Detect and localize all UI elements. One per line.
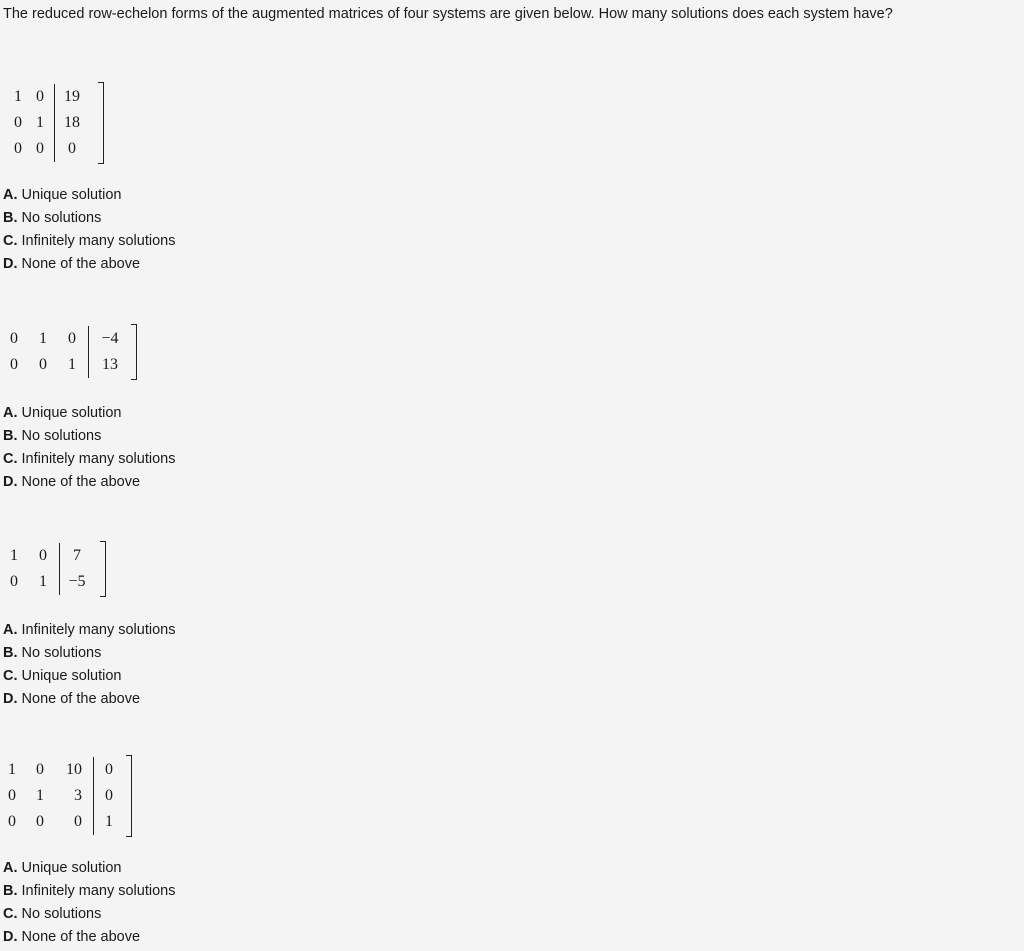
matrix-cell: 0 [94, 783, 125, 809]
matrix-cell: 3 [74, 787, 82, 804]
option-text: Unique solution [21, 860, 122, 876]
matrix-cell: 0 [10, 573, 18, 590]
matrix-cell: 1 [10, 547, 18, 564]
option-letter: C. [3, 233, 18, 249]
matrix-cell: 0 [10, 356, 18, 373]
matrix-cell: 19 [55, 84, 90, 110]
option-text: Unique solution [21, 187, 122, 203]
option-d[interactable] [3, 688, 175, 711]
matrix-cell: 0 [36, 88, 44, 105]
option-a[interactable] [3, 184, 175, 207]
option-letter: D. [3, 691, 18, 707]
option-text: None of the above [21, 474, 141, 490]
problem-1 [0, 84, 175, 276]
matrix-row [0, 136, 89, 162]
option-a[interactable] [3, 619, 175, 642]
option-text: Unique solution [21, 668, 122, 684]
option-letter: A. [3, 622, 18, 638]
matrix-cell: 0 [39, 547, 47, 564]
option-text: None of the above [21, 256, 141, 272]
option-a[interactable] [3, 857, 175, 880]
matrix-cell: −5 [60, 569, 95, 595]
matrix-cell: 0 [10, 330, 18, 347]
matrix-cell: 0 [36, 761, 44, 778]
augmented-matrix-2 [0, 326, 175, 378]
matrix-row [0, 783, 124, 809]
option-text: None of the above [21, 929, 141, 945]
option-letter: B. [3, 883, 18, 899]
right-bracket [131, 324, 137, 380]
option-letter: C. [3, 906, 18, 922]
option-a[interactable] [3, 402, 175, 425]
option-c[interactable] [3, 665, 175, 688]
matrix-cell: 0 [74, 813, 82, 830]
matrix-cell: 7 [60, 543, 95, 569]
option-text: No solutions [21, 645, 102, 661]
option-d[interactable] [3, 253, 175, 276]
right-bracket [98, 82, 104, 164]
augmented-matrix-3 [0, 543, 175, 595]
option-c[interactable] [3, 230, 175, 253]
options-list [0, 184, 175, 276]
option-letter: D. [3, 256, 18, 272]
option-text: Infinitely many solutions [21, 622, 176, 638]
matrix-row [0, 84, 89, 110]
matrix-cell: 0 [68, 330, 76, 347]
matrix-cell: 1 [36, 787, 44, 804]
option-letter: D. [3, 929, 18, 945]
options-list [0, 619, 175, 711]
matrix-cell: 1 [68, 356, 76, 373]
matrix-cell: 0 [39, 356, 47, 373]
matrix-cell: 10 [66, 761, 82, 778]
option-d[interactable] [3, 926, 175, 949]
option-text: Infinitely many solutions [21, 233, 176, 249]
option-d[interactable] [3, 471, 175, 494]
matrix-row [0, 569, 94, 595]
option-text: Infinitely many solutions [21, 883, 176, 899]
option-c[interactable] [3, 448, 175, 471]
right-bracket [126, 755, 132, 837]
augmented-matrix-4 [0, 757, 175, 835]
option-text: No solutions [21, 210, 102, 226]
matrix-row [0, 352, 131, 378]
matrix-cell: 0 [14, 114, 22, 131]
augmented-matrix-1 [0, 84, 175, 162]
matrix-cell: 0 [55, 136, 90, 162]
option-text: Unique solution [21, 405, 122, 421]
right-bracket [100, 541, 106, 597]
option-letter: C. [3, 668, 18, 684]
matrix-cell: 0 [36, 813, 44, 830]
problem-2 [0, 326, 175, 494]
matrix-cell: 1 [94, 809, 125, 835]
matrix-cell: 0 [8, 787, 16, 804]
option-letter: A. [3, 405, 18, 421]
option-b[interactable] [3, 207, 175, 230]
option-letter: B. [3, 428, 18, 444]
option-text: None of the above [21, 691, 141, 707]
matrix-cell: −4 [89, 326, 132, 352]
matrix-cell: 1 [39, 330, 47, 347]
option-letter: B. [3, 645, 18, 661]
option-b[interactable] [3, 425, 175, 448]
option-c[interactable] [3, 903, 175, 926]
option-text: No solutions [21, 428, 102, 444]
question-text: The reduced row-echelon forms of the augmented matrices of four systems are given below. How many solutions does each system have? [3, 6, 893, 22]
matrix-cell: 0 [36, 140, 44, 157]
matrix-row [0, 757, 124, 783]
option-letter: C. [3, 451, 18, 467]
option-text: No solutions [21, 906, 102, 922]
matrix-cell: 18 [55, 110, 90, 136]
matrix-cell: 1 [8, 761, 16, 778]
option-letter: A. [3, 187, 18, 203]
options-list [0, 402, 175, 494]
matrix-cell: 0 [14, 140, 22, 157]
matrix-row [0, 110, 89, 136]
matrix-row [0, 543, 94, 569]
option-b[interactable] [3, 642, 175, 665]
option-letter: A. [3, 860, 18, 876]
option-letter: D. [3, 474, 18, 490]
matrix-cell: 1 [39, 573, 47, 590]
matrix-cell: 13 [89, 352, 132, 378]
options-list [0, 857, 175, 949]
matrix-row [0, 809, 124, 835]
matrix-cell: 0 [94, 757, 125, 783]
option-text: Infinitely many solutions [21, 451, 176, 467]
matrix-cell: 1 [14, 88, 22, 105]
matrix-row [0, 326, 131, 352]
option-letter: B. [3, 210, 18, 226]
problem-4 [0, 757, 175, 949]
matrix-cell: 0 [8, 813, 16, 830]
option-b[interactable] [3, 880, 175, 903]
matrix-cell: 1 [36, 114, 44, 131]
problem-3 [0, 543, 175, 711]
